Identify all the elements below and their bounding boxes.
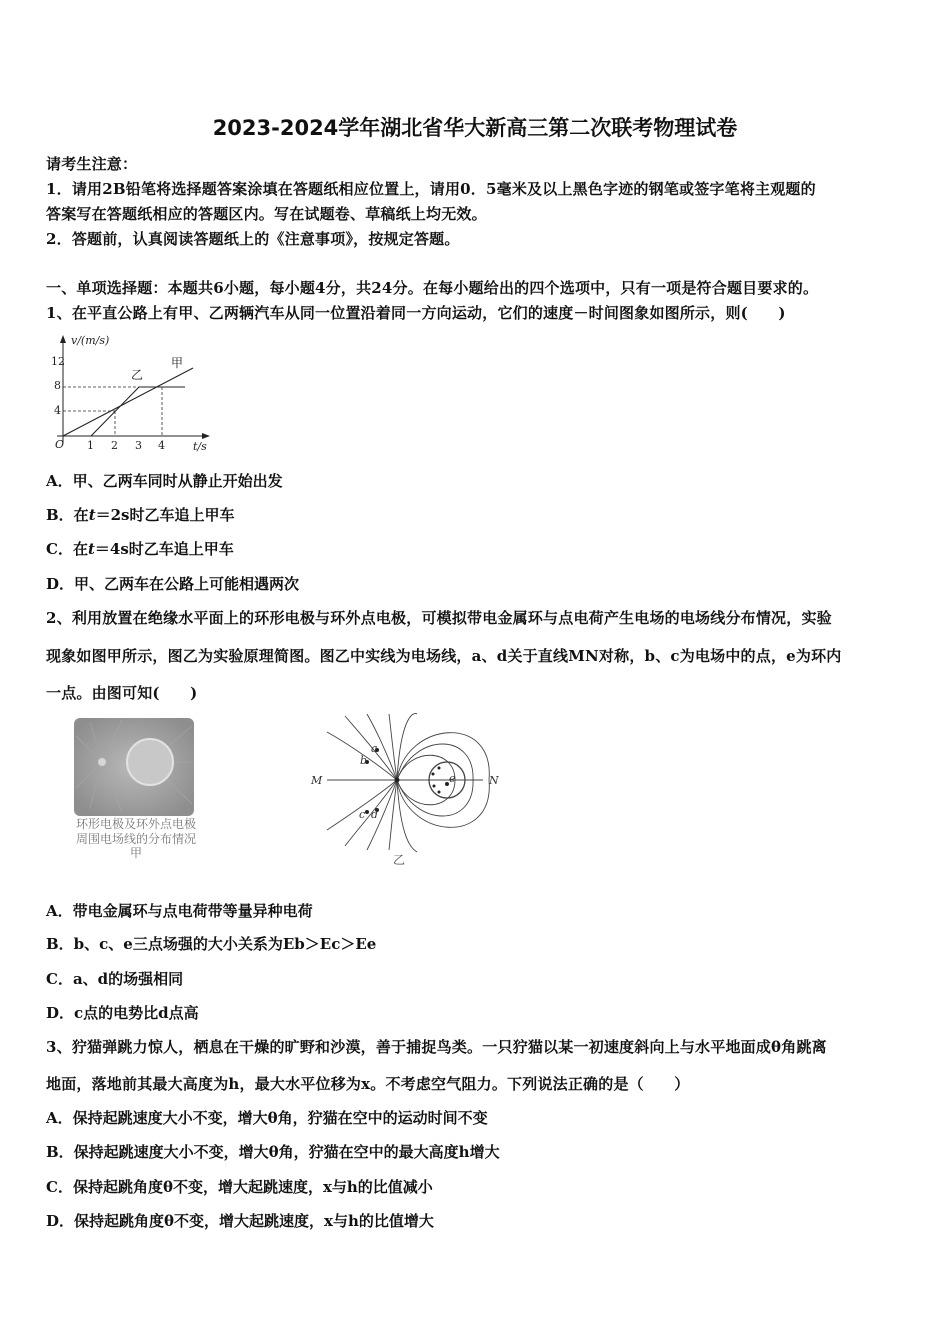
- section-heading: 一、单项选择题：本题共6小题，每小题4分，共24分。在每小题给出的四个选项中，只有一项是符合题目要求的。: [46, 279, 819, 297]
- q1-option-a: A．甲、乙两车同时从静止开始出发: [46, 472, 283, 490]
- q2-stem-3: 一点。由图可知( ): [46, 684, 198, 702]
- x-tick-3: 3: [135, 439, 142, 452]
- q3-option-a: A．保持起跳速度大小不变，增大θ角，狞猫在空中的运动时间不变: [46, 1109, 488, 1127]
- notice-heading: 请考生注意：: [46, 155, 138, 173]
- label-M: M: [311, 774, 323, 787]
- x-tick-2: 2: [111, 439, 118, 452]
- photo-caption-3: 甲: [129, 846, 143, 860]
- x-axis-label: t/s: [193, 440, 207, 453]
- page-title: 2023-2024学年湖北省华大新高三第二次联考物理试卷: [212, 116, 738, 140]
- label-a: a: [371, 742, 378, 755]
- q1-option-d: D．甲、乙两车在公路上可能相遇两次: [46, 575, 300, 593]
- notice-line-1b: 答案写在答题纸相应的答题区内。写在试题卷、草稿纸上均无效。: [46, 205, 487, 223]
- x-tick-4: 4: [158, 439, 165, 452]
- y-tick-8: 8: [54, 379, 61, 392]
- y-axis-label: v/(m/s): [71, 334, 110, 347]
- label-yi: 乙: [131, 368, 144, 382]
- q3-option-d: D．保持起跳角度θ不变，增大起跳速度，x与h的比值增大: [46, 1212, 434, 1230]
- diagram-caption: 乙: [393, 853, 406, 867]
- label-e: e: [449, 772, 456, 785]
- q2-option-a: A．带电金属环与点电荷带等量异种电荷: [46, 902, 313, 920]
- label-b: b: [360, 754, 368, 767]
- notice-line-2: 2．答题前，认真阅读答题纸上的《注意事项》，按规定答题。: [46, 230, 460, 248]
- q2-option-d: D．c点的电势比d点高: [46, 1004, 199, 1022]
- q1-stem: 1、在平直公路上有甲、乙两辆汽车从同一位置沿着同一方向运动，它们的速度－时间图象如图所示，则( ): [46, 304, 786, 322]
- line-jia: [63, 368, 193, 436]
- q1-vt-graph: [45, 330, 215, 458]
- q2-option-c: C．a、d的场强相同: [46, 970, 184, 988]
- q3-stem-2: 地面，落地前其最大高度为h，最大水平位移为x。不考虑空气阻力。下列说法正确的是（ ）: [46, 1075, 690, 1093]
- q1-option-c: C．在t＝4s时乙车追上甲车: [46, 540, 234, 558]
- q1-option-b: B．在t＝2s时乙车追上甲车: [46, 506, 235, 524]
- q2-photo-jia: [62, 716, 212, 866]
- label-d: d: [371, 808, 379, 821]
- y-tick-12: 12: [51, 355, 65, 368]
- x-tick-origin: O: [55, 438, 65, 451]
- q2-stem-1: 2、利用放置在绝缘水平面上的环形电极与环外点电极，可模拟带电金属环与点电荷产生电场的电场线分布情况，实验: [46, 609, 832, 627]
- label-jia: 甲: [171, 356, 184, 370]
- y-tick-4: 4: [54, 404, 61, 417]
- q2-stem-2: 现象如图甲所示，图乙为实验原理简图。图乙中实线为电场线，a、d关于直线MN对称，b、c为电场中的点，e为环内: [46, 647, 842, 665]
- label-N: N: [489, 774, 499, 787]
- q3-stem-1: 3、狞猫弹跳力惊人，栖息在干燥的旷野和沙漠，善于捕捉鸟类。一只狞猫以某一初速度斜向上与水平地面成θ角跳离: [46, 1038, 827, 1056]
- q2-field-diagram: [305, 712, 515, 870]
- label-c: c: [359, 808, 366, 821]
- photo-caption-2: 周围电场线的分布情况: [75, 832, 197, 846]
- q3-option-b: B．保持起跳速度大小不变，增大θ角，狞猫在空中的最大高度h增大: [46, 1143, 500, 1161]
- x-tick-1: 1: [87, 439, 94, 452]
- q3-option-c: C．保持起跳角度θ不变，增大起跳速度，x与h的比值减小: [46, 1178, 433, 1196]
- q2-option-b: B．b、c、e三点场强的大小关系为Eb＞Ec＞Ee: [46, 935, 377, 953]
- notice-line-1: 1．请用2B铅笔将选择题答案涂填在答题纸相应位置上，请用0．5毫米及以上黑色字迹的钢笔或签字笔将主观题的: [46, 180, 816, 198]
- photo-caption-1: 环形电极及环外点电极: [75, 817, 197, 831]
